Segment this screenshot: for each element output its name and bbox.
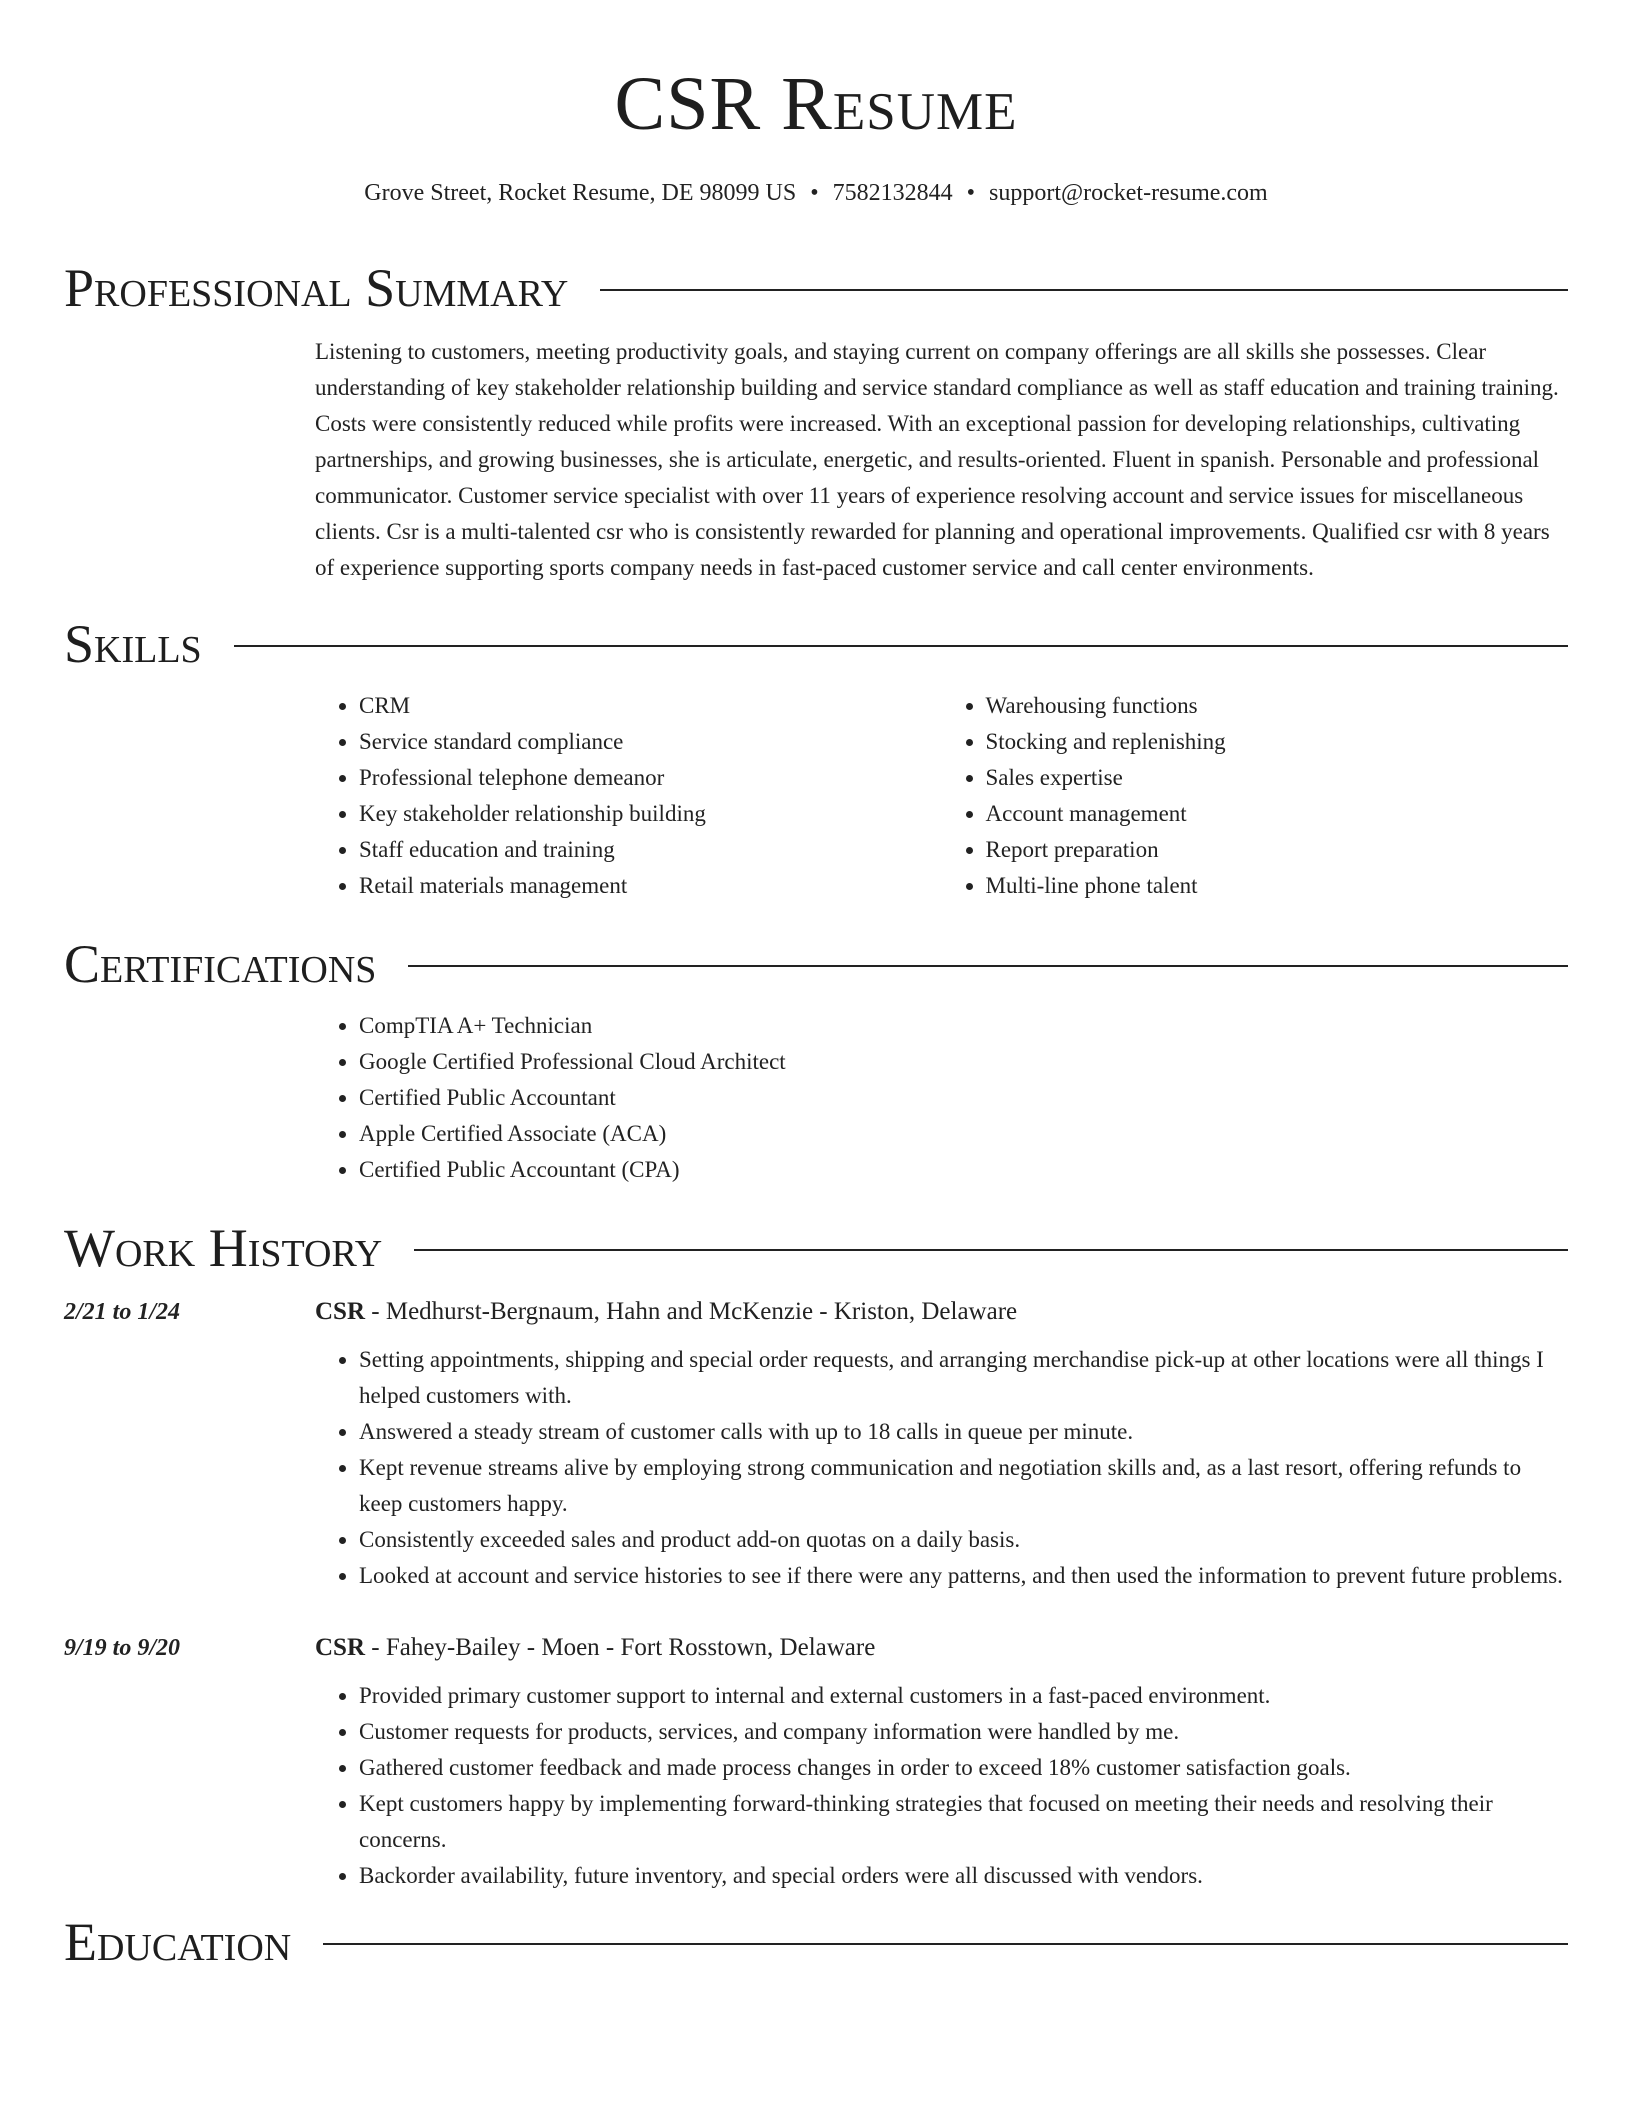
certification-item: • Google Certified Professional Cloud Architect — [359, 1044, 1568, 1080]
section-title-text: Skills — [64, 614, 202, 674]
skill-item: • Sales expertise — [986, 760, 1569, 796]
section-title-text: Certifications — [64, 934, 377, 994]
skill-item: • CRM — [359, 688, 942, 724]
section-divider — [414, 1249, 1568, 1251]
contact-email: support@rocket-resume.com — [989, 180, 1268, 206]
section-divider — [323, 1943, 1568, 1945]
job-bullet: • Gathered customer feedback and made process changes in order to exceed 18% customer satisfaction goals. — [359, 1750, 1568, 1786]
job-bullet: • Setting appointments, shipping and special order requests, and arranging merchandise pick-up at other locations were all things I helped customers with. — [359, 1342, 1568, 1414]
certification-item: • Apple Certified Associate (ACA) — [359, 1116, 1568, 1152]
section-title-certifications — [64, 934, 1568, 994]
skill-item: • Service standard compliance — [359, 724, 942, 760]
contact-line — [64, 178, 1568, 208]
skill-item: • Retail materials management — [359, 868, 942, 904]
job-body — [315, 1292, 1568, 1594]
job-heading — [315, 1628, 1568, 1668]
skill-item: • Account management — [986, 796, 1569, 832]
job-bullets — [315, 1342, 1568, 1594]
job-company-location: - Medhurst-Bergnaum, Hahn and McKenzie - Kriston, Delaware — [365, 1298, 1018, 1325]
skill-item: • Report preparation — [986, 832, 1569, 868]
skills-column-left — [315, 688, 942, 904]
job-heading — [315, 1292, 1568, 1332]
contact-phone: 7582132844 — [832, 180, 953, 206]
skill-item: • Multi-line phone talent — [986, 868, 1569, 904]
certification-item: • CompTIA A+ Technician — [359, 1008, 1568, 1044]
skill-item: • Staff education and training — [359, 832, 942, 868]
job-dates: 2/21 to 1/24 — [64, 1299, 181, 1325]
section-title-education — [64, 1912, 1568, 1972]
section-title-summary — [64, 258, 1568, 318]
certification-item: • Certified Public Accountant — [359, 1080, 1568, 1116]
job-role: CSR — [315, 1298, 366, 1325]
job-bullet: • Looked at account and service histories to see if there were any patterns, and then used the information to prevent future problems. — [359, 1558, 1568, 1594]
skill-item: • Professional telephone demeanor — [359, 760, 942, 796]
skill-item: • Stocking and replenishing — [986, 724, 1569, 760]
contact-separator: • — [966, 180, 976, 206]
section-divider — [234, 645, 1568, 647]
section-title-text: Professional Summary — [64, 258, 569, 318]
job-bullet: • Answered a steady stream of customer calls with up to 18 calls in queue per minute. — [359, 1414, 1568, 1450]
job-bullet: • Backorder availability, future inventory, and special orders were all discussed with vendors. — [359, 1858, 1568, 1894]
job-dates: 9/19 to 9/20 — [64, 1635, 181, 1661]
resume-name: CSR Resume — [614, 62, 1018, 146]
certification-item: • Certified Public Accountant (CPA) — [359, 1152, 1568, 1188]
job-bullet: • Kept customers happy by implementing forward-thinking strategies that focused on meeting their needs and resolving their concerns. — [359, 1786, 1568, 1858]
certifications-list — [315, 1008, 1568, 1188]
section-title-text: Work History — [64, 1218, 383, 1278]
job-entry — [64, 1628, 1568, 1894]
section-divider — [600, 289, 1568, 291]
section-title-skills — [64, 614, 1568, 674]
skills-list — [315, 688, 1568, 904]
skill-item: • Key stakeholder relationship building — [359, 796, 942, 832]
job-bullet: • Kept revenue streams alive by employing strong communication and negotiation skills and, as a last resort, offering refunds to keep customers happy. — [359, 1450, 1568, 1522]
job-company-location: - Fahey-Bailey - Moen - Fort Rosstown, Delaware — [365, 1634, 876, 1661]
section-title-work-history — [64, 1218, 1568, 1278]
section-divider — [408, 965, 1568, 967]
job-role: CSR — [315, 1634, 366, 1661]
job-bullets — [315, 1678, 1568, 1894]
skills-column-right — [942, 688, 1569, 904]
job-bullet: • Provided primary customer support to internal and external customers in a fast-paced environment. — [359, 1678, 1568, 1714]
contact-separator: • — [810, 180, 819, 206]
job-bullet: • Consistently exceeded sales and product add-on quotas on a daily basis. — [359, 1522, 1568, 1558]
contact-address: Grove Street, Rocket Resume, DE 98099 US — [364, 180, 797, 206]
job-entry — [64, 1292, 1568, 1594]
job-body — [315, 1628, 1568, 1894]
job-bullet: • Customer requests for products, services, and company information were handled by me. — [359, 1714, 1568, 1750]
section-title-text: Education — [64, 1912, 292, 1972]
summary-paragraph: Listening to customers, meeting productivity goals, and staying current on company offerings are all skills she possesses. Clear understanding of key stakeholder relationship building and service standard compliance as well as staff education and training training. Costs were consistently reduced while profits were increased. With an exceptional passion for developing relationships, cultivating partnerships, and growing businesses, she is articulate, energetic, and results-oriented. Fluent in spanish. Personable and professional communicator. Customer service specialist with over 11 years of experience resolving account and service issues for miscellaneous clients. Csr is a multi-talented csr who is consistently rewarded for planning and operational improvements. Qualified csr with 8 years of experience supporting sports company needs in fast-paced customer service and call center environments. — [315, 339, 1559, 580]
skill-item: • Warehousing functions — [986, 688, 1569, 724]
